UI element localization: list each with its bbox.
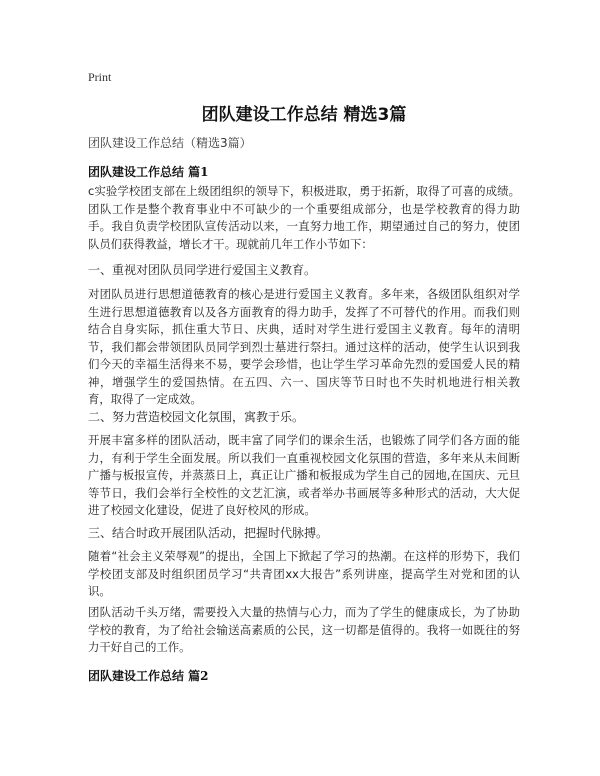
closing-paragraph: 团队活动千头万绪，需要投入大量的热情与心力，而为了学生的健康成长，为了协助学校的教育，为了给社会输送高素质的公民，这一切都是值得的。我将一如既往的努力干好自己的工作。 <box>88 605 520 654</box>
section-1-heading: 团队建设工作总结 篇1 <box>88 165 209 179</box>
point-2-text: 开展丰富多样的团队活动，既丰富了同学们的课余生活，也锻炼了同学们各方面的能力，有利于学生全面发展。所以我们一直重视校园文化氛围的营造，多年来从未间断广播与板报宣传，并蒸蒸日上，真正让广播和板报成为学生自己的园地,在国庆、元旦等节日，我们会举行全校性的文艺汇演，或者举办书画展等多种形式的活动，大大促进了校园文化建设，促进了良好校风的形成。 <box>88 433 520 517</box>
point-2-title: 二、努力营造校园文化氛围，寓教于乐。 <box>88 410 305 424</box>
point-1-title: 一、重视对团队员同学进行爱国主义教育。 <box>88 263 317 277</box>
point-3-title: 三、结合时政开展团队活动，把握时代脉搏。 <box>88 526 329 540</box>
section-1-intro: c实验学校团支部在上级团组织的领导下，积极进取，勇于拓新，取得了可喜的成绩。团队工作是整个教育事业中不可缺少的一个重要组成部分，也是学校教育的得力助手。我自负责学校团队宣传活动以来，一直努力地工作，期望通过自己的努力，使团队员们获得教益，增长才干。现就前几年工作小节如下： <box>88 184 520 251</box>
print-label: Print <box>88 70 112 84</box>
point-3-text: 随着“社会主义荣辱观”的提出，全国上下掀起了学习的热潮。在这样的形势下，我们学校团支部及时组织团员学习“共青团xx大报告”系列讲座，提高学生对党和团的认识。 <box>88 549 520 598</box>
section-2-heading: 团队建设工作总结 篇2 <box>88 669 209 683</box>
document-subtitle: 团队建设工作总结（精选3篇） <box>88 136 252 150</box>
point-1-text: 对团队员进行思想道德教育的核心是进行爱国主义教育。多年来，各级团队组织对学生进行思想道德教育以及各方面教育的得力助手，发挥了不可替代的作用。而我们则结合自身实际，抓住重大节日、庆典，适时对学生进行爱国主义教育。每年的清明节，我们都会带领团队员同学到烈士墓进行祭扫。通过这样的活动，使学生认识到我们今天的幸福生活得来不易，要学会珍惜，也让学生学习革命先烈的爱国爱人民的精神，增强学生的爱国热情。在五四、六一、国庆等节日时也不失时机地进行相关教育，取得了一定成效。 <box>88 287 520 406</box>
page-title: 团队建设工作总结 精选3篇 <box>201 105 407 125</box>
